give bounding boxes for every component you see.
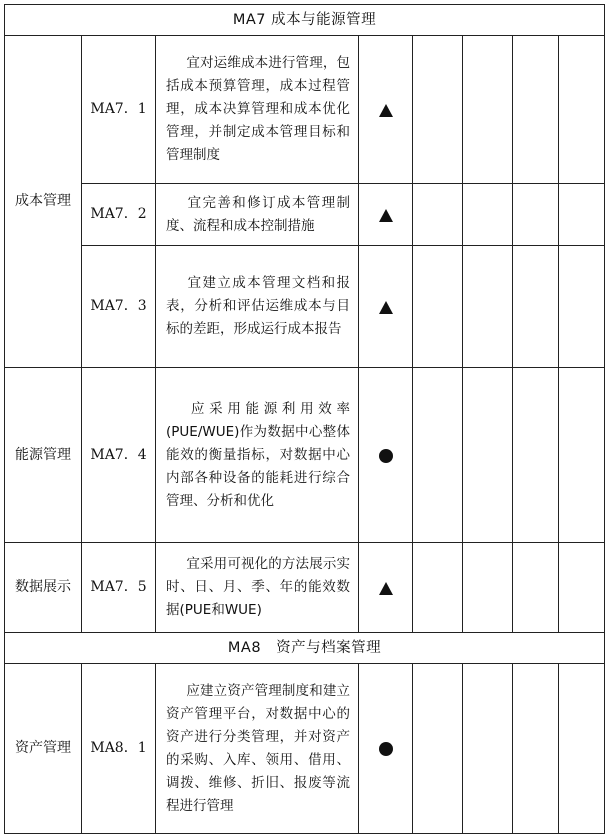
triangle-icon <box>379 301 393 314</box>
empty-cell <box>413 543 463 633</box>
empty-cell <box>559 36 605 184</box>
empty-cell <box>559 664 605 834</box>
category-cost-management: 成本管理 <box>5 36 82 368</box>
item-description-text: 宜完善和修订成本管理制度、流程和成本控制措施 <box>166 194 350 234</box>
circle-icon <box>379 449 393 463</box>
triangle-icon <box>379 582 393 595</box>
table-row <box>5 184 605 246</box>
circle-icon <box>379 742 393 756</box>
item-description-text: 宜建立成本管理文档和报表，分析和评估运维成本与目标的差距，形成运行成本报告 <box>166 275 350 337</box>
empty-cell <box>413 184 463 246</box>
item-description <box>156 36 359 184</box>
item-code: MA7．2 <box>82 184 156 246</box>
table-row <box>5 36 605 184</box>
item-description <box>156 246 359 368</box>
category-data-display: 数据展示 <box>5 543 82 633</box>
item-code: MA7．4 <box>82 368 156 543</box>
empty-cell <box>559 368 605 543</box>
empty-cell <box>463 543 513 633</box>
table-row <box>5 246 605 368</box>
empty-cell <box>513 246 559 368</box>
item-code: MA7．3 <box>82 246 156 368</box>
mark-cell <box>359 368 413 543</box>
empty-cell <box>559 543 605 633</box>
mark-cell <box>359 246 413 368</box>
item-code: MA8．1 <box>82 664 156 834</box>
table-row <box>5 368 605 543</box>
section-title-ma7: MA7 成本与能源管理 <box>5 5 605 36</box>
item-description <box>156 543 359 633</box>
category-energy-management: 能源管理 <box>5 368 82 543</box>
mark-cell <box>359 664 413 834</box>
item-description <box>156 368 359 543</box>
item-description <box>156 184 359 246</box>
mark-cell <box>359 184 413 246</box>
empty-cell <box>559 246 605 368</box>
empty-cell <box>463 36 513 184</box>
item-description-text: 应采用能源利用效率(PUE/WUE)作为数据中心整体能效的衡量指标，对数据中心内部各种设备的能耗进行综合管理、分析和优化 <box>166 400 350 509</box>
empty-cell <box>463 664 513 834</box>
mark-cell <box>359 543 413 633</box>
empty-cell <box>413 36 463 184</box>
item-code: MA7．5 <box>82 543 156 633</box>
empty-cell <box>413 664 463 834</box>
empty-cell <box>513 184 559 246</box>
item-description <box>156 664 359 834</box>
triangle-icon <box>379 104 393 117</box>
table-row <box>5 543 605 633</box>
item-description-text: 宜对运维成本进行管理，包括成本预算管理，成本过程管理，成本决算管理和成本优化管理，并制定成本管理目标和管理制度 <box>166 55 350 163</box>
empty-cell <box>463 368 513 543</box>
mark-cell <box>359 36 413 184</box>
empty-cell <box>513 36 559 184</box>
item-description-text: 应建立资产管理制度和建立资产管理平台，对数据中心的资产进行分类管理，并对资产的采购、入库、领用、借用、调拨、维修、折旧、报废等流程进行管理 <box>166 682 350 814</box>
table-row <box>5 664 605 834</box>
item-description-text: 宜采用可视化的方法展示实时、日、月、季、年的能效数据(PUE和WUE) <box>166 556 350 618</box>
empty-cell <box>559 184 605 246</box>
empty-cell <box>413 368 463 543</box>
section-header-row <box>5 5 605 36</box>
category-asset-management: 资产管理 <box>5 664 82 834</box>
triangle-icon <box>379 209 393 222</box>
empty-cell <box>513 368 559 543</box>
section-header-row <box>5 633 605 664</box>
empty-cell <box>513 664 559 834</box>
section-title-ma8: MA8 资产与档案管理 <box>5 633 605 664</box>
empty-cell <box>413 246 463 368</box>
empty-cell <box>463 184 513 246</box>
empty-cell <box>463 246 513 368</box>
item-code: MA7．1 <box>82 36 156 184</box>
empty-cell <box>513 543 559 633</box>
requirements-table <box>4 4 605 834</box>
